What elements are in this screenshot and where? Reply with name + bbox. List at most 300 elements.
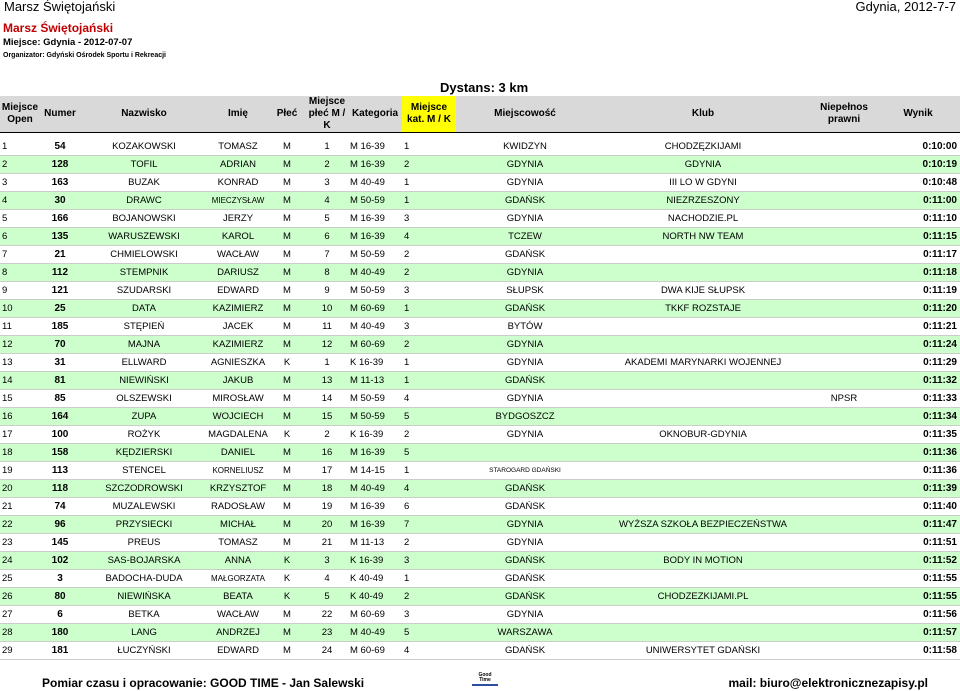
cell-miejscowosc: GDAŃSK bbox=[456, 192, 594, 210]
cell-open: 12 bbox=[0, 336, 40, 354]
cell-miejscowosc: GDYNIA bbox=[456, 210, 594, 228]
cell-imie: KONRAD bbox=[208, 174, 268, 192]
cell-plec: M bbox=[268, 174, 306, 192]
cell-open: 29 bbox=[0, 642, 40, 660]
cell-niepelnosprawni bbox=[812, 192, 876, 210]
cell-nazwisko: PREUS bbox=[80, 534, 208, 552]
cell-open: 4 bbox=[0, 192, 40, 210]
cell-miejscowosc: TCZEW bbox=[456, 228, 594, 246]
cell-wynik: 0:11:36 bbox=[876, 444, 960, 462]
cell-miejscowosc: GDAŃSK bbox=[456, 552, 594, 570]
cell-niepelnosprawni bbox=[812, 588, 876, 606]
footer-email: mail: biuro@elektronicznezapisy.pl bbox=[728, 676, 928, 690]
cell-miejsce-kat: 2 bbox=[402, 588, 456, 606]
cell-wynik: 0:11:55 bbox=[876, 570, 960, 588]
cell-miejsce-kat: 3 bbox=[402, 552, 456, 570]
cell-niepelnosprawni bbox=[812, 264, 876, 282]
cell-nazwisko: BOJANOWSKI bbox=[80, 210, 208, 228]
cell-imie: TOMASZ bbox=[208, 534, 268, 552]
cell-numer: 30 bbox=[40, 192, 80, 210]
cell-wynik: 0:11:55 bbox=[876, 588, 960, 606]
cell-miejscowosc: GDYNIA bbox=[456, 264, 594, 282]
cell-miejscowosc: GDYNIA bbox=[456, 174, 594, 192]
cell-wynik: 0:11:35 bbox=[876, 426, 960, 444]
cell-miejsce-kat: 4 bbox=[402, 480, 456, 498]
table-row bbox=[0, 192, 960, 210]
cell-nazwisko: NIEWIŃSKI bbox=[80, 372, 208, 390]
cell-klub bbox=[594, 444, 812, 462]
col-kategoria: Kategoria bbox=[348, 96, 402, 133]
table-row bbox=[0, 408, 960, 426]
cell-miejsce-plec: 11 bbox=[306, 318, 348, 336]
table-row bbox=[0, 552, 960, 570]
cell-niepelnosprawni bbox=[812, 210, 876, 228]
cell-kategoria: K 40-49 bbox=[348, 570, 402, 588]
cell-imie: KAROL bbox=[208, 228, 268, 246]
cell-imie: JACEK bbox=[208, 318, 268, 336]
cell-miejscowosc: GDYNIA bbox=[456, 354, 594, 372]
cell-numer: 6 bbox=[40, 606, 80, 624]
cell-plec: M bbox=[268, 282, 306, 300]
cell-klub bbox=[594, 408, 812, 426]
cell-niepelnosprawni bbox=[812, 318, 876, 336]
cell-klub: BODY IN MOTION bbox=[594, 552, 812, 570]
cell-miejsce-plec: 2 bbox=[306, 156, 348, 174]
cell-wynik: 0:11:58 bbox=[876, 642, 960, 660]
cell-kategoria: M 50-59 bbox=[348, 246, 402, 264]
cell-imie: MAŁGORZATA bbox=[208, 570, 268, 588]
cell-kategoria: M 40-49 bbox=[348, 174, 402, 192]
cell-numer: 100 bbox=[40, 426, 80, 444]
cell-kategoria: M 60-69 bbox=[348, 642, 402, 660]
cell-wynik: 0:11:24 bbox=[876, 336, 960, 354]
good-time-logo bbox=[472, 673, 498, 687]
table-row bbox=[0, 246, 960, 264]
cell-kategoria: M 16-39 bbox=[348, 228, 402, 246]
cell-plec: M bbox=[268, 534, 306, 552]
cell-imie: KAZIMIERZ bbox=[208, 336, 268, 354]
cell-kategoria: M 11-13 bbox=[348, 534, 402, 552]
cell-miejsce-plec: 8 bbox=[306, 264, 348, 282]
cell-klub: CHODZEZKIJAMI.PL bbox=[594, 588, 812, 606]
cell-miejsce-kat: 1 bbox=[402, 372, 456, 390]
event-place: Miejsce: Gdynia - 2012-07-07 bbox=[3, 37, 133, 48]
cell-kategoria: M 40-49 bbox=[348, 480, 402, 498]
cell-plec: M bbox=[268, 138, 306, 156]
cell-miejsce-plec: 24 bbox=[306, 642, 348, 660]
cell-wynik: 0:11:19 bbox=[876, 282, 960, 300]
cell-numer: 180 bbox=[40, 624, 80, 642]
col-numer: Numer bbox=[40, 96, 80, 133]
cell-klub: AKADEMI MARYNARKI WOJENNEJ bbox=[594, 354, 812, 372]
cell-klub bbox=[594, 480, 812, 498]
col-miejscowosc: Miejscowość bbox=[456, 96, 594, 133]
cell-open: 16 bbox=[0, 408, 40, 426]
cell-plec: M bbox=[268, 642, 306, 660]
cell-numer: 31 bbox=[40, 354, 80, 372]
cell-plec: M bbox=[268, 408, 306, 426]
cell-plec: M bbox=[268, 156, 306, 174]
cell-imie: WACŁAW bbox=[208, 606, 268, 624]
cell-miejsce-kat: 2 bbox=[402, 426, 456, 444]
cell-plec: M bbox=[268, 372, 306, 390]
table-row bbox=[0, 354, 960, 372]
table-row bbox=[0, 156, 960, 174]
table-row bbox=[0, 498, 960, 516]
event-organizer: Organizator: Gdyński Ośrodek Sportu i Rekreacji bbox=[3, 52, 166, 59]
cell-wynik: 0:10:00 bbox=[876, 138, 960, 156]
cell-numer: 181 bbox=[40, 642, 80, 660]
cell-kategoria: K 16-39 bbox=[348, 552, 402, 570]
cell-imie: ADRIAN bbox=[208, 156, 268, 174]
table-row bbox=[0, 444, 960, 462]
table-row bbox=[0, 588, 960, 606]
col-imie: Imię bbox=[208, 96, 268, 133]
cell-miejsce-kat: 1 bbox=[402, 174, 456, 192]
cell-numer: 135 bbox=[40, 228, 80, 246]
cell-nazwisko: SZCZODROWSKI bbox=[80, 480, 208, 498]
footer-timing-credit: Pomiar czasu i opracowanie: GOOD TIME - Jan Salewski bbox=[42, 676, 365, 690]
cell-wynik: 0:11:21 bbox=[876, 318, 960, 336]
cell-plec: M bbox=[268, 606, 306, 624]
cell-klub bbox=[594, 372, 812, 390]
cell-miejsce-plec: 12 bbox=[306, 336, 348, 354]
cell-miejsce-kat: 1 bbox=[402, 300, 456, 318]
cell-miejscowosc: GDAŃSK bbox=[456, 246, 594, 264]
cell-wynik: 0:11:10 bbox=[876, 210, 960, 228]
cell-open: 1 bbox=[0, 138, 40, 156]
cell-niepelnosprawni bbox=[812, 444, 876, 462]
cell-wynik: 0:11:18 bbox=[876, 264, 960, 282]
cell-open: 10 bbox=[0, 300, 40, 318]
cell-plec: M bbox=[268, 336, 306, 354]
cell-kategoria: M 16-39 bbox=[348, 498, 402, 516]
cell-kategoria: K 16-39 bbox=[348, 354, 402, 372]
cell-miejscowosc: GDAŃSK bbox=[456, 588, 594, 606]
cell-wynik: 0:11:20 bbox=[876, 300, 960, 318]
cell-klub bbox=[594, 624, 812, 642]
cell-wynik: 0:10:19 bbox=[876, 156, 960, 174]
cell-kategoria: M 16-39 bbox=[348, 138, 402, 156]
cell-nazwisko: PRZYSIECKI bbox=[80, 516, 208, 534]
cell-miejsce-plec: 13 bbox=[306, 372, 348, 390]
cell-kategoria: M 16-39 bbox=[348, 516, 402, 534]
cell-niepelnosprawni bbox=[812, 300, 876, 318]
cell-miejsce-plec: 5 bbox=[306, 588, 348, 606]
cell-miejsce-plec: 7 bbox=[306, 246, 348, 264]
cell-wynik: 0:11:47 bbox=[876, 516, 960, 534]
cell-miejsce-kat: 6 bbox=[402, 498, 456, 516]
cell-open: 14 bbox=[0, 372, 40, 390]
cell-numer: 113 bbox=[40, 462, 80, 480]
cell-numer: 96 bbox=[40, 516, 80, 534]
cell-miejsce-kat: 3 bbox=[402, 282, 456, 300]
cell-open: 28 bbox=[0, 624, 40, 642]
cell-nazwisko: MUZALEWSKI bbox=[80, 498, 208, 516]
cell-klub: NACHODZIE.PL bbox=[594, 210, 812, 228]
cell-nazwisko: KĘDZIERSKI bbox=[80, 444, 208, 462]
cell-klub: GDYNIA bbox=[594, 156, 812, 174]
cell-klub bbox=[594, 264, 812, 282]
cell-open: 21 bbox=[0, 498, 40, 516]
col-miejsce-plec: Miejsce płeć M / K bbox=[306, 96, 348, 133]
cell-wynik: 0:11:29 bbox=[876, 354, 960, 372]
cell-imie: DARIUSZ bbox=[208, 264, 268, 282]
cell-plec: M bbox=[268, 210, 306, 228]
cell-open: 26 bbox=[0, 588, 40, 606]
cell-niepelnosprawni bbox=[812, 552, 876, 570]
cell-numer: 54 bbox=[40, 138, 80, 156]
table-row bbox=[0, 336, 960, 354]
table-row bbox=[0, 606, 960, 624]
cell-wynik: 0:10:48 bbox=[876, 174, 960, 192]
col-plec: Płeć bbox=[268, 96, 306, 133]
cell-miejsce-plec: 16 bbox=[306, 444, 348, 462]
cell-miejscowosc bbox=[456, 444, 594, 462]
event-title: Marsz Świętojański bbox=[3, 21, 114, 35]
cell-miejsce-kat: 5 bbox=[402, 444, 456, 462]
cell-nazwisko: SZUDARSKI bbox=[80, 282, 208, 300]
cell-miejscowosc: SŁUPSK bbox=[456, 282, 594, 300]
table-row bbox=[0, 372, 960, 390]
cell-miejsce-kat: 3 bbox=[402, 318, 456, 336]
cell-miejsce-plec: 6 bbox=[306, 228, 348, 246]
cell-miejsce-kat: 2 bbox=[402, 156, 456, 174]
cell-wynik: 0:11:56 bbox=[876, 606, 960, 624]
cell-nazwisko: SAS-BOJARSKA bbox=[80, 552, 208, 570]
cell-miejsce-kat: 1 bbox=[402, 138, 456, 156]
cell-miejscowosc: GDAŃSK bbox=[456, 570, 594, 588]
col-wynik: Wynik bbox=[876, 96, 960, 133]
cell-nazwisko: DRAWC bbox=[80, 192, 208, 210]
cell-kategoria: M 16-39 bbox=[348, 444, 402, 462]
cell-klub bbox=[594, 390, 812, 408]
cell-niepelnosprawni bbox=[812, 372, 876, 390]
cell-numer: 185 bbox=[40, 318, 80, 336]
cell-imie: DANIEL bbox=[208, 444, 268, 462]
results-body bbox=[0, 138, 960, 660]
logo-text: Good Time bbox=[478, 672, 492, 683]
cell-kategoria: M 60-69 bbox=[348, 606, 402, 624]
cell-miejsce-kat: 2 bbox=[402, 336, 456, 354]
cell-niepelnosprawni bbox=[812, 570, 876, 588]
cell-numer: 21 bbox=[40, 246, 80, 264]
header-date: Gdynia, 2012-7-7 bbox=[855, 0, 956, 14]
cell-nazwisko: ZUPA bbox=[80, 408, 208, 426]
cell-wynik: 0:11:17 bbox=[876, 246, 960, 264]
results-table bbox=[0, 96, 960, 660]
cell-nazwisko: WARUSZEWSKI bbox=[80, 228, 208, 246]
cell-miejscowosc: GDAŃSK bbox=[456, 642, 594, 660]
cell-plec: M bbox=[268, 624, 306, 642]
cell-plec: M bbox=[268, 246, 306, 264]
cell-miejsce-kat: 1 bbox=[402, 570, 456, 588]
cell-wynik: 0:11:00 bbox=[876, 192, 960, 210]
cell-open: 5 bbox=[0, 210, 40, 228]
cell-nazwisko: DATA bbox=[80, 300, 208, 318]
cell-numer: 118 bbox=[40, 480, 80, 498]
cell-klub bbox=[594, 606, 812, 624]
cell-miejsce-kat: 5 bbox=[402, 408, 456, 426]
table-row bbox=[0, 426, 960, 444]
cell-nazwisko: TOFIL bbox=[80, 156, 208, 174]
cell-plec: K bbox=[268, 588, 306, 606]
cell-miejscowosc: KWIDZYN bbox=[456, 138, 594, 156]
cell-miejsce-plec: 14 bbox=[306, 390, 348, 408]
cell-nazwisko: NIEWIŃSKA bbox=[80, 588, 208, 606]
cell-niepelnosprawni bbox=[812, 462, 876, 480]
cell-imie: EDWARD bbox=[208, 642, 268, 660]
cell-numer: 164 bbox=[40, 408, 80, 426]
table-row bbox=[0, 210, 960, 228]
cell-imie: KORNELIUSZ bbox=[208, 462, 268, 480]
cell-imie: EDWARD bbox=[208, 282, 268, 300]
col-miejsce-kat: Miejsce kat. M / K bbox=[402, 96, 456, 133]
cell-niepelnosprawni bbox=[812, 156, 876, 174]
col-niepelnosprawni: Niepełnos prawni bbox=[812, 96, 876, 133]
cell-numer: 128 bbox=[40, 156, 80, 174]
cell-plec: M bbox=[268, 480, 306, 498]
cell-plec: K bbox=[268, 570, 306, 588]
cell-nazwisko: KOZAKOWSKI bbox=[80, 138, 208, 156]
cell-nazwisko: ELLWARD bbox=[80, 354, 208, 372]
cell-imie: KAZIMIERZ bbox=[208, 300, 268, 318]
cell-imie: MAGDALENA bbox=[208, 426, 268, 444]
cell-miejscowosc: GDYNIA bbox=[456, 426, 594, 444]
cell-nazwisko: ROŻYK bbox=[80, 426, 208, 444]
cell-imie: WACŁAW bbox=[208, 246, 268, 264]
cell-miejsce-plec: 10 bbox=[306, 300, 348, 318]
cell-miejsce-kat: 1 bbox=[402, 354, 456, 372]
cell-plec: K bbox=[268, 552, 306, 570]
table-row bbox=[0, 138, 960, 156]
table-row bbox=[0, 462, 960, 480]
cell-miejsce-kat: 7 bbox=[402, 516, 456, 534]
cell-nazwisko: BETKA bbox=[80, 606, 208, 624]
cell-miejsce-plec: 23 bbox=[306, 624, 348, 642]
cell-nazwisko: BADOCHA-DUDA bbox=[80, 570, 208, 588]
cell-numer: 81 bbox=[40, 372, 80, 390]
cell-imie: ANNA bbox=[208, 552, 268, 570]
cell-klub: OKNOBUR-GDYNIA bbox=[594, 426, 812, 444]
cell-klub bbox=[594, 246, 812, 264]
cell-imie: ANDRZEJ bbox=[208, 624, 268, 642]
cell-wynik: 0:11:34 bbox=[876, 408, 960, 426]
cell-numer: 121 bbox=[40, 282, 80, 300]
cell-miejsce-kat: 5 bbox=[402, 624, 456, 642]
cell-imie: JERZY bbox=[208, 210, 268, 228]
cell-niepelnosprawni bbox=[812, 336, 876, 354]
table-row bbox=[0, 174, 960, 192]
cell-klub: UNIWERSYTET GDAŃSKI bbox=[594, 642, 812, 660]
cell-kategoria: M 16-39 bbox=[348, 210, 402, 228]
table-row bbox=[0, 264, 960, 282]
cell-miejsce-plec: 3 bbox=[306, 552, 348, 570]
cell-open: 19 bbox=[0, 462, 40, 480]
cell-wynik: 0:11:57 bbox=[876, 624, 960, 642]
cell-niepelnosprawni: NPSR bbox=[812, 390, 876, 408]
cell-klub: DWA KIJE SŁUPSK bbox=[594, 282, 812, 300]
cell-wynik: 0:11:40 bbox=[876, 498, 960, 516]
table-row bbox=[0, 570, 960, 588]
cell-niepelnosprawni bbox=[812, 480, 876, 498]
cell-open: 6 bbox=[0, 228, 40, 246]
cell-miejsce-kat: 2 bbox=[402, 246, 456, 264]
cell-wynik: 0:11:33 bbox=[876, 390, 960, 408]
cell-miejsce-plec: 1 bbox=[306, 354, 348, 372]
cell-wynik: 0:11:39 bbox=[876, 480, 960, 498]
cell-imie: MIROSŁAW bbox=[208, 390, 268, 408]
cell-niepelnosprawni bbox=[812, 534, 876, 552]
cell-open: 24 bbox=[0, 552, 40, 570]
cell-wynik: 0:11:32 bbox=[876, 372, 960, 390]
cell-open: 13 bbox=[0, 354, 40, 372]
cell-nazwisko: CHMIELOWSKI bbox=[80, 246, 208, 264]
cell-numer: 80 bbox=[40, 588, 80, 606]
cell-klub bbox=[594, 498, 812, 516]
cell-numer: 74 bbox=[40, 498, 80, 516]
cell-open: 7 bbox=[0, 246, 40, 264]
cell-miejsce-kat: 2 bbox=[402, 264, 456, 282]
cell-niepelnosprawni bbox=[812, 426, 876, 444]
cell-open: 8 bbox=[0, 264, 40, 282]
cell-klub: NIEZRZESZONY bbox=[594, 192, 812, 210]
cell-miejsce-plec: 4 bbox=[306, 192, 348, 210]
cell-kategoria: M 60-69 bbox=[348, 300, 402, 318]
cell-klub bbox=[594, 570, 812, 588]
cell-miejsce-plec: 21 bbox=[306, 534, 348, 552]
cell-imie: AGNIESZKA bbox=[208, 354, 268, 372]
cell-wynik: 0:11:36 bbox=[876, 462, 960, 480]
cell-miejscowosc: GDYNIA bbox=[456, 606, 594, 624]
cell-kategoria: K 16-39 bbox=[348, 426, 402, 444]
cell-imie: MICHAŁ bbox=[208, 516, 268, 534]
cell-miejsce-plec: 19 bbox=[306, 498, 348, 516]
cell-klub bbox=[594, 462, 812, 480]
cell-nazwisko: STENCEL bbox=[80, 462, 208, 480]
cell-imie: KRZYSZTOF bbox=[208, 480, 268, 498]
cell-imie: RADOSŁAW bbox=[208, 498, 268, 516]
cell-wynik: 0:11:15 bbox=[876, 228, 960, 246]
cell-miejsce-kat: 2 bbox=[402, 534, 456, 552]
cell-plec: K bbox=[268, 426, 306, 444]
cell-miejsce-plec: 18 bbox=[306, 480, 348, 498]
cell-kategoria: M 40-49 bbox=[348, 264, 402, 282]
table-row bbox=[0, 624, 960, 642]
cell-nazwisko: BUZAK bbox=[80, 174, 208, 192]
header-event-name: Marsz Świętojański bbox=[4, 0, 116, 14]
cell-miejscowosc: GDAŃSK bbox=[456, 372, 594, 390]
cell-numer: 102 bbox=[40, 552, 80, 570]
cell-numer: 158 bbox=[40, 444, 80, 462]
cell-miejscowosc: GDYNIA bbox=[456, 336, 594, 354]
cell-niepelnosprawni bbox=[812, 138, 876, 156]
table-row bbox=[0, 480, 960, 498]
cell-niepelnosprawni bbox=[812, 498, 876, 516]
table-row bbox=[0, 282, 960, 300]
cell-kategoria: M 50-59 bbox=[348, 390, 402, 408]
cell-kategoria: K 40-49 bbox=[348, 588, 402, 606]
table-row bbox=[0, 300, 960, 318]
cell-numer: 166 bbox=[40, 210, 80, 228]
cell-kategoria: M 60-69 bbox=[348, 336, 402, 354]
cell-nazwisko: STEMPNIK bbox=[80, 264, 208, 282]
cell-kategoria: M 50-59 bbox=[348, 192, 402, 210]
cell-niepelnosprawni bbox=[812, 642, 876, 660]
cell-numer: 25 bbox=[40, 300, 80, 318]
cell-nazwisko: STĘPIEŃ bbox=[80, 318, 208, 336]
cell-plec: M bbox=[268, 300, 306, 318]
